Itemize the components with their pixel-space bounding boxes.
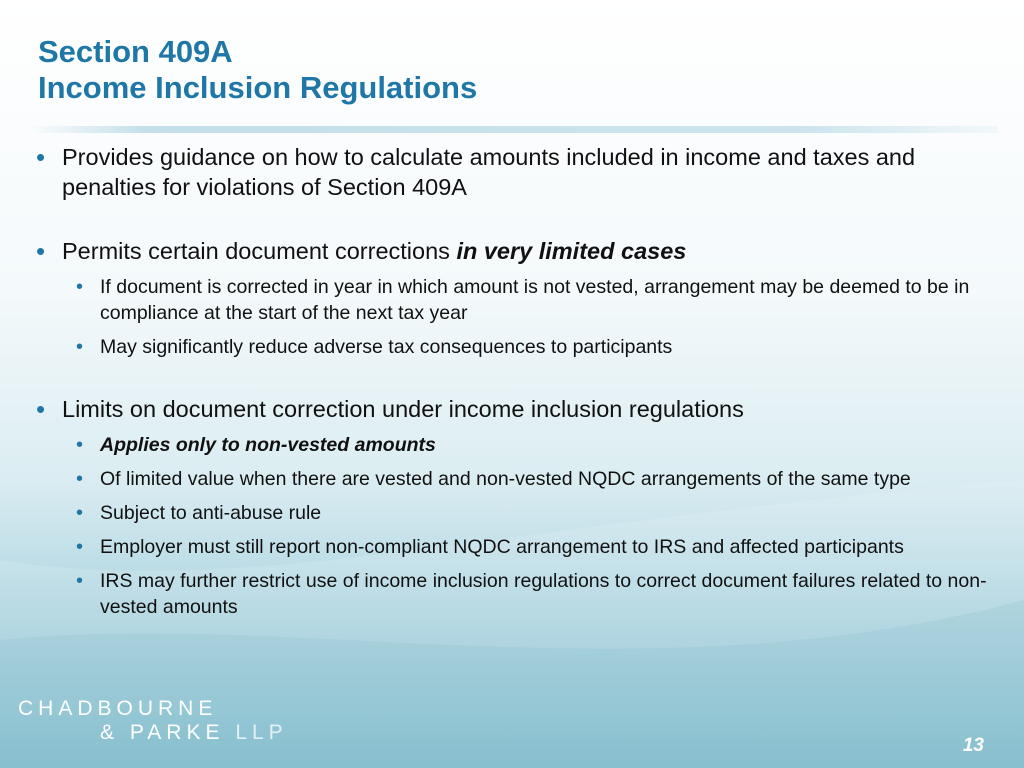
title-line-1: Section 409A	[38, 34, 233, 69]
logo-line-1: CHADBOURNE	[18, 697, 218, 720]
bullet-dot-icon: •	[76, 468, 84, 490]
sub-bullet: • If document is corrected in year in which amount is not vested, arrangement may be deemed to be in compliance at the start of the next tax year	[76, 276, 970, 324]
bullet-dot-icon: •	[76, 336, 84, 358]
bullet-1: • Provides guidance on how to calculate amounts included in income and taxes and penalties for violations of Section 409A	[36, 142, 916, 200]
bullet-dot-icon: •	[76, 536, 84, 558]
page-number: 13	[962, 735, 984, 756]
sub-bullet: • Of limited value when there are vested and non-vested NQDC arrangements of the same type	[76, 468, 911, 490]
title-line-2: Income Inclusion Regulations	[38, 70, 478, 105]
emphasis-text: in very limited cases	[456, 238, 687, 264]
bullet-3: • Limits on document correction under income inclusion regulations	[36, 394, 744, 424]
bullet-dot-icon: •	[36, 142, 46, 172]
sub-bullet: • Applies only to non-vested amounts	[76, 434, 436, 456]
bullet-dot-icon: •	[36, 394, 46, 424]
bullet-dot-icon: •	[36, 236, 46, 266]
bullet-2: • Permits certain document corrections in very limited cases	[36, 236, 687, 266]
bullet-dot-icon: •	[76, 434, 84, 456]
bullet-dot-icon: •	[76, 570, 84, 592]
sub-bullet: • Subject to anti-abuse rule	[76, 502, 322, 524]
bullet-dot-icon: •	[76, 502, 84, 524]
page-title	[38, 34, 938, 106]
bullet-dot-icon: •	[76, 276, 84, 298]
firm-logo	[18, 697, 288, 745]
sub-bullet: • IRS may further restrict use of income inclusion regulations to correct document failures related to non-vested amounts	[76, 570, 987, 618]
bullet-list	[30, 142, 990, 620]
logo-line-2: & PARKE LLP	[100, 721, 288, 744]
title-divider	[30, 126, 998, 133]
sub-bullet: • Employer must still report non-compliant NQDC arrangement to IRS and affected participants	[76, 536, 904, 558]
sub-bullet: • May significantly reduce adverse tax consequences to participants	[76, 336, 673, 358]
